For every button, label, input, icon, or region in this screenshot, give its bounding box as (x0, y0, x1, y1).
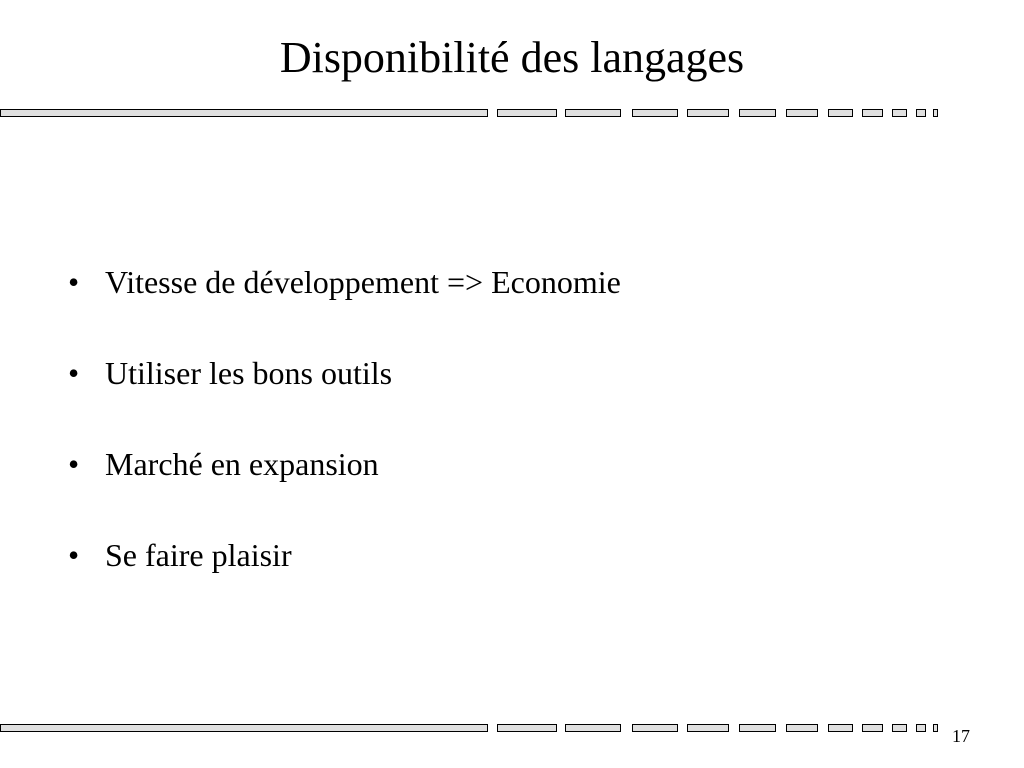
divider-segment (828, 724, 853, 732)
divider-segment (739, 724, 776, 732)
list-item (68, 535, 621, 575)
bullet-symbol: • (68, 537, 80, 573)
divider-segment (687, 109, 729, 117)
divider-segment (687, 724, 729, 732)
divider-segment (862, 724, 883, 732)
divider-segment (892, 724, 907, 732)
bullet-symbol: • (68, 355, 80, 391)
list-item (68, 444, 621, 484)
divider-segment (739, 109, 776, 117)
bullet-text: Marché en expansion (105, 446, 379, 482)
divider-segment (565, 724, 621, 732)
bullet-text: Se faire plaisir (105, 537, 292, 573)
divider-segment (862, 109, 883, 117)
divider-segment (786, 109, 818, 117)
bullet-text: Utiliser les bons outils (105, 355, 393, 391)
divider-segment (632, 109, 678, 117)
divider-segment (0, 724, 488, 732)
divider-segment (497, 109, 557, 117)
divider-segment (632, 724, 678, 732)
divider-segment (828, 109, 853, 117)
page-number: 17 (952, 726, 970, 746)
top-divider (0, 109, 1024, 119)
divider-segment (933, 724, 938, 732)
divider-segment (916, 724, 926, 732)
bullet-symbol: • (68, 446, 80, 482)
divider-segment (497, 724, 557, 732)
divider-segment (565, 109, 621, 117)
bullet-symbol: • (68, 264, 80, 300)
bullet-list (68, 262, 621, 626)
list-item (68, 353, 621, 393)
divider-segment (892, 109, 907, 117)
bullet-text: Vitesse de développement => Economie (105, 264, 621, 300)
divider-segment (916, 109, 926, 117)
divider-segment (933, 109, 938, 117)
divider-segment (0, 109, 488, 117)
list-item (68, 262, 621, 302)
divider-segment (786, 724, 818, 732)
slide-title: Disponibilité des langages (279, 33, 745, 82)
bottom-divider (0, 724, 1024, 734)
